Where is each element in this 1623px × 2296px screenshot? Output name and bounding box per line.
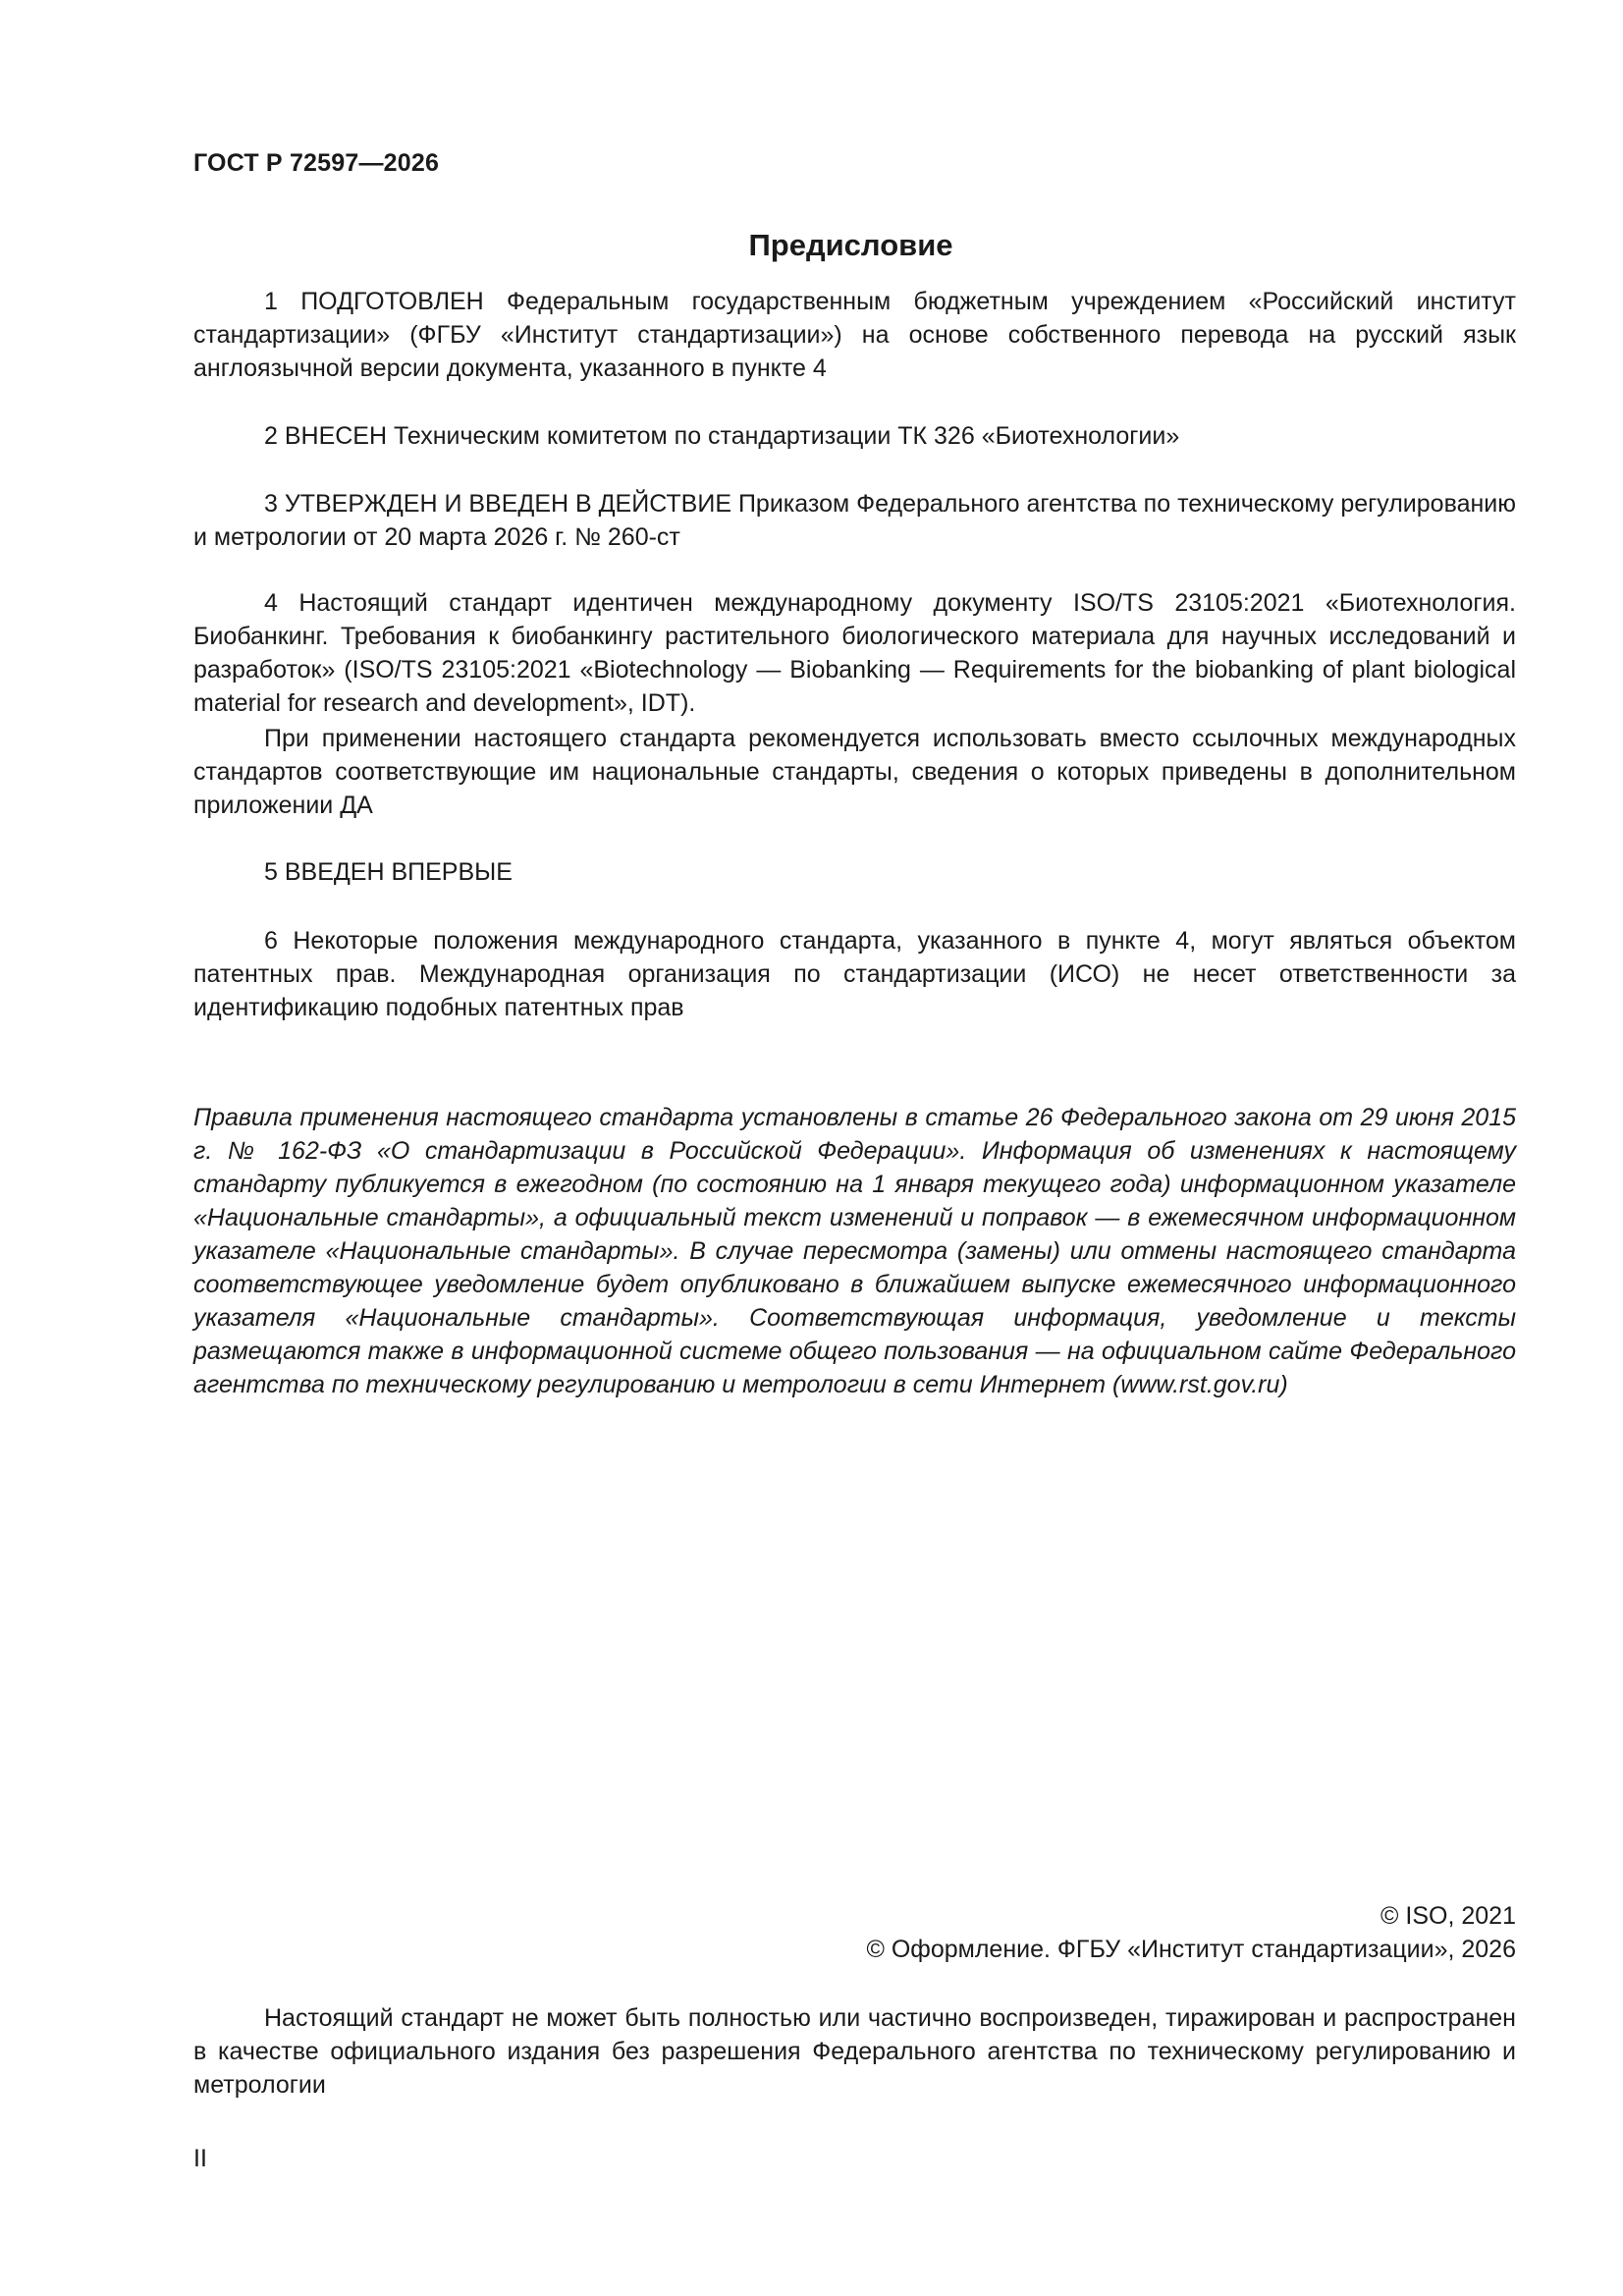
foreword-item-1-text: 1 ПОДГОТОВЛЕН Федеральным государственным бюджетным учреждением «Российский институт стандартизации» (ФГБУ «Институт стандартизации») на основе собственного перевода на русский язык англоязычной версии документа, указанного в пункте 4 <box>193 288 1516 382</box>
foreword-item-4 <box>193 586 1516 720</box>
foreword-item-3 <box>193 487 1516 554</box>
foreword-item-2-text: 2 ВНЕСЕН Техническим комитетом по стандартизации ТК 326 «Биотехнологии» <box>264 422 1180 450</box>
foreword-item-6-text: 6 Некоторые положения международного стандарта, указанного в пункте 4, могут являться объектом патентных прав. Международная организация по стандартизации (ИСО) не несет ответственности за идентификацию подобных патентных прав <box>193 927 1516 1021</box>
application-rules-note: Правила применения настоящего стандарта установлены в статье 26 Федерального закона от 29 июня 2015 г. № 162-ФЗ «О стандартизации в Российской Федерации». Информация об изменениях к настоящему стандарту публикуется в ежегодном (по состоянию на 1 января текущего года) информационном указателе «Национальные стандарты», а официальный текст изменений и поправок — в ежемесячном информационном указателе «Национальные стандарты». В случае пересмотра (замены) или отмены настоящего стандарта соответствующее уведомление будет опубликовано в ближайшем выпуске ежемесячного информационного указателя «Национальные стандарты». Соответствующая информация, уведомление и тексты размещаются также в информационной системе общего пользования — на официальном сайте Федерального агентства по техническому регулированию и метрологии в сети Интернет (www.rst.gov.ru) <box>193 1104 1516 1398</box>
reproduction-notice <box>193 2001 1516 2102</box>
reproduction-notice-text: Настоящий стандарт не может быть полностью или частично воспроизведен, тиражирован и распространен в качестве официального издания без разрешения Федерального агентства по техническому регулированию и метрологии <box>193 2004 1516 2099</box>
foreword-item-5-text: 5 ВВЕДЕН ВПЕРВЫЕ <box>264 858 513 886</box>
foreword-item-5 <box>193 855 1516 889</box>
foreword-item-3-text: 3 УТВЕРЖДЕН И ВВЕДЕН В ДЕЙСТВИЕ Приказом Федерального агентства по техническому регулированию и метрологии от 20 марта 2026 г. № 260-ст <box>193 490 1516 551</box>
standard-code: ГОСТ Р 72597—2026 <box>193 149 440 177</box>
page-number: II <box>193 2145 207 2172</box>
foreword-item-4-text: 4 Настоящий стандарт идентичен международному документу ISO/TS 23105:2021 «Биотехнология. Биобанкинг. Требования к биобанкингу растительного биологического материала для научных исследований и разработок» (ISO/TS 23105:2021 «Biotechnology — Biobanking — Requirements for the biobanking of plant biological material for research and development», IDT). <box>193 589 1516 717</box>
copyright-design: © Оформление. ФГБУ «Институт стандартизации», 2026 <box>866 1936 1516 1963</box>
foreword-item-4-note <box>193 722 1516 822</box>
foreword-item-2 <box>193 419 1516 453</box>
copyright-iso: © ISO, 2021 <box>1380 1902 1516 1930</box>
foreword-title: Предисловие <box>748 228 953 262</box>
foreword-item-4-note-text: При применении настоящего стандарта рекомендуется использовать вместо ссылочных международных стандартов соответствующие им национальные стандарты, сведения о которых приведены в дополнительном приложении ДА <box>193 725 1516 819</box>
foreword-item-6 <box>193 924 1516 1024</box>
foreword-item-1 <box>193 285 1516 385</box>
